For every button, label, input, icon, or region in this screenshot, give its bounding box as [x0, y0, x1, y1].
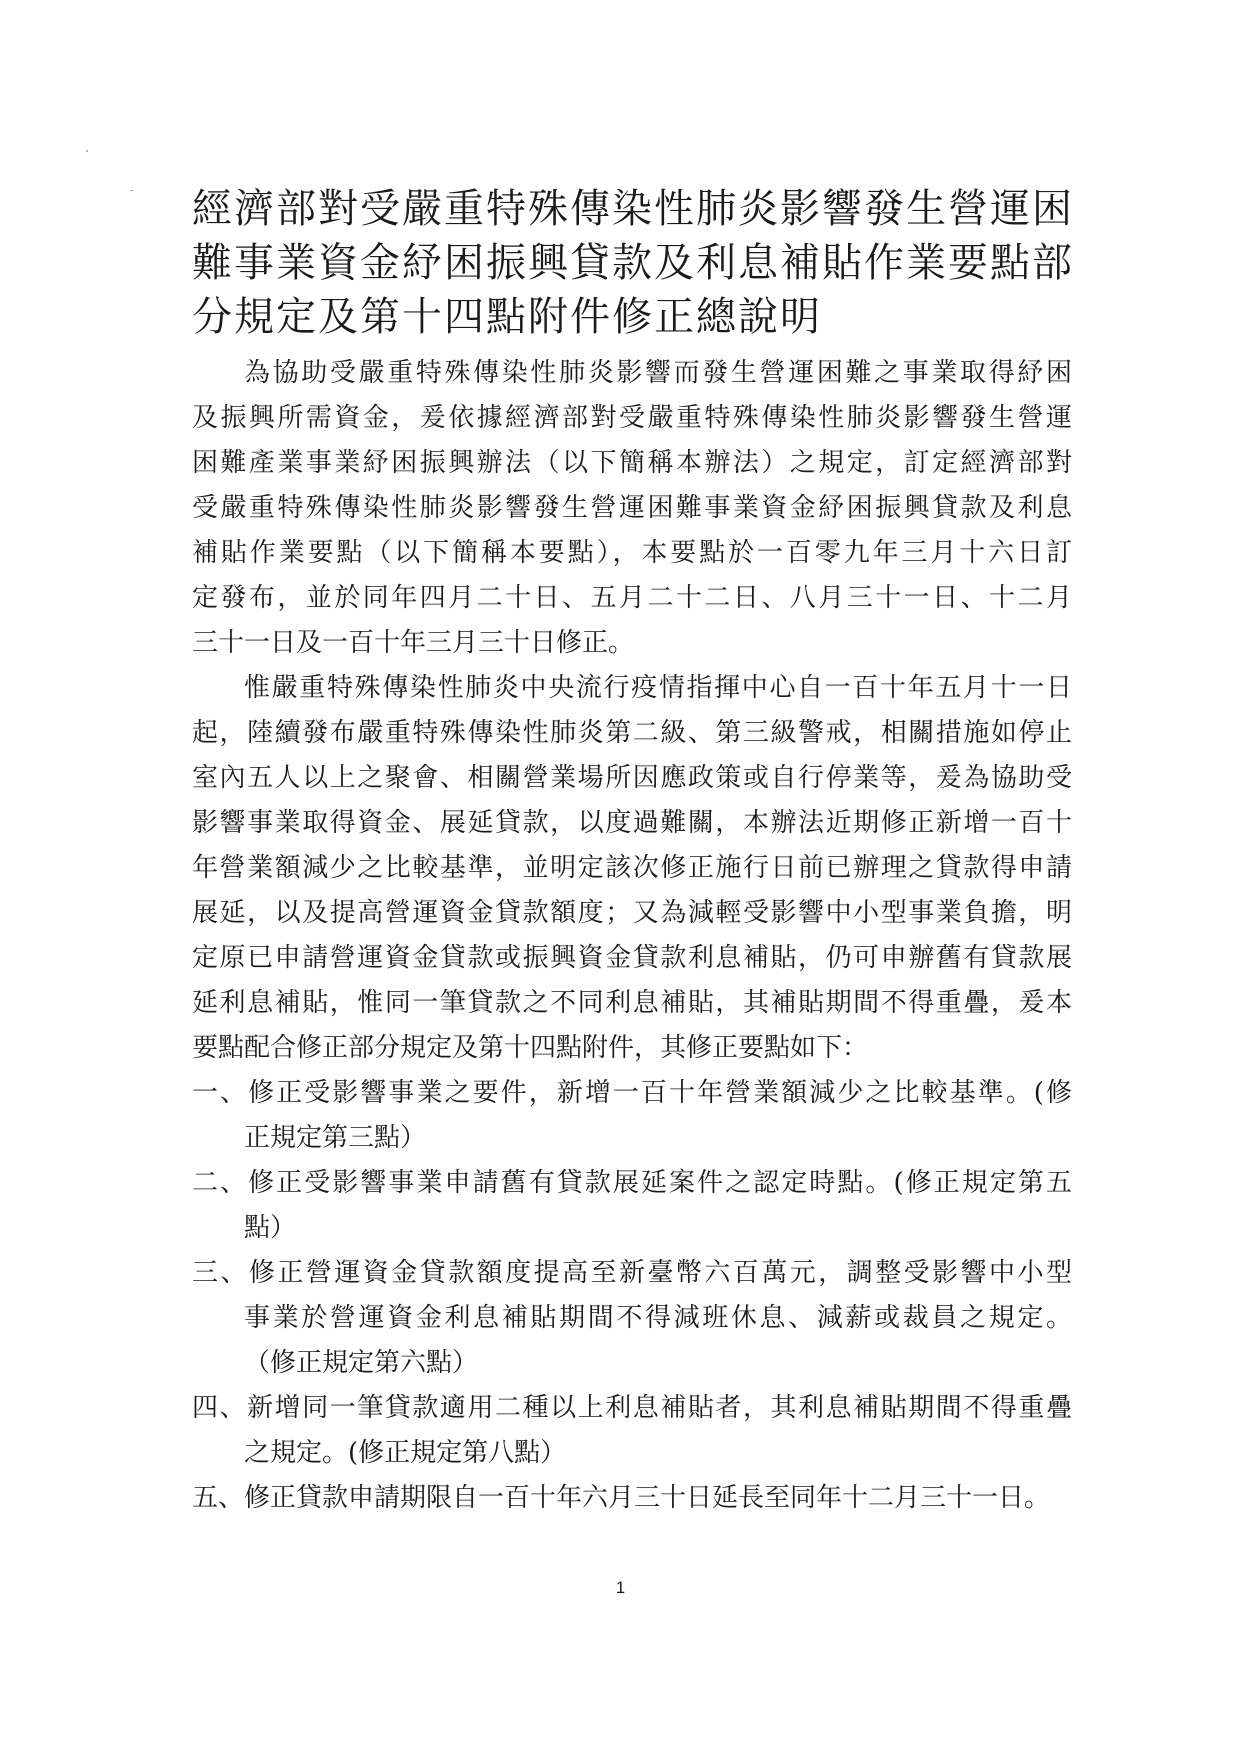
paragraph-line: 及振興所需資金，爰依據經濟部對受嚴重特殊傳染性肺炎影響發生營運	[192, 403, 1072, 433]
item-line: 三、修正營運資金貸款額度提高至新臺幣六百萬元，調整受影響中小型	[192, 1258, 1072, 1288]
item-line: 正規定第三點）	[244, 1123, 427, 1153]
document-body	[192, 351, 1072, 1521]
amendment-item-2	[192, 1161, 1072, 1251]
amendment-item-5	[192, 1476, 1072, 1521]
paragraph-line: 展延，以及提高營運資金貸款額度；又為減輕受影響中小型事業負擔，明	[192, 898, 1072, 928]
item-line: 四、新增同一筆貸款適用二種以上利息補貼者，其利息補貼期間不得重疊	[192, 1393, 1072, 1423]
paragraph-line: 影響事業取得資金、展延貸款，以度過難關，本辦法近期修正新增一百十	[192, 808, 1072, 838]
title-line: 經濟部對受嚴重特殊傳染性肺炎影響發生營運困	[192, 186, 1074, 232]
paragraph-line: 定原已申請營運資金貸款或振興資金貸款利息補貼，仍可申辦舊有貸款展	[192, 943, 1072, 973]
scan-speck	[130, 190, 133, 191]
paragraph-line: 要點配合修正部分規定及第十四點附件，其修正要點如下：	[192, 1033, 869, 1063]
item-line: 之規定。(修正規定第八點）	[244, 1438, 567, 1468]
amendment-item-3	[192, 1251, 1072, 1386]
paragraph-line: 受嚴重特殊傳染性肺炎影響發生營運困難事業資金紓困振興貸款及利息	[192, 493, 1072, 523]
document-title	[192, 182, 1072, 344]
background-paragraph	[192, 666, 1072, 1071]
title-line: 分規定及第十四點附件修正總說明	[192, 294, 822, 340]
paragraph-line: 補貼作業要點（以下簡稱本要點），本要點於一百零九年三月十六日訂	[192, 538, 1072, 568]
paragraph-line: 三十一日及一百十年三月三十日修正。	[192, 628, 635, 658]
paragraph-line: 延利息補貼，惟同一筆貸款之不同利息補貼，其補貼期間不得重疊，爰本	[192, 988, 1072, 1018]
page-number: 1	[615, 1578, 626, 1597]
amendment-item-1	[192, 1071, 1072, 1161]
item-line: 一、修正受影響事業之要件，新增一百十年營業額減少之比較基準。(修	[192, 1078, 1072, 1108]
item-line: 點）	[244, 1213, 297, 1243]
paragraph-line: 年營業額減少之比較基準，並明定該次修正施行日前已辦理之貸款得申請	[192, 853, 1072, 883]
paragraph-line: 定發布，並於同年四月二十日、五月二十二日、八月三十一日、十二月	[192, 583, 1072, 613]
item-line: 二、修正受影響事業申請舊有貸款展延案件之認定時點。(修正規定第五	[192, 1168, 1072, 1198]
title-line: 難事業資金紓困振興貸款及利息補貼作業要點部	[192, 240, 1074, 286]
paragraph-line: 惟嚴重特殊傳染性肺炎中央流行疫情指揮中心自一百十年五月十一日	[244, 673, 1072, 703]
paragraph-line: 為協助受嚴重特殊傳染性肺炎影響而發生營運困難之事業取得紓困	[244, 358, 1072, 388]
paragraph-line: 困難產業事業紓困振興辦法（以下簡稱本辦法）之規定，訂定經濟部對	[192, 448, 1072, 478]
scan-speck	[86, 150, 88, 152]
item-line: 事業於營運資金利息補貼期間不得減班休息、減薪或裁員之規定。	[244, 1303, 1072, 1333]
item-line: （修正規定第六點）	[244, 1348, 479, 1378]
paragraph-line: 室內五人以上之聚會、相關營業場所因應政策或自行停業等，爰為協助受	[192, 763, 1072, 793]
intro-paragraph	[192, 351, 1072, 666]
amendment-item-4	[192, 1386, 1072, 1476]
paragraph-line: 起，陸續發布嚴重特殊傳染性肺炎第二級、第三級警戒，相關措施如停止	[192, 718, 1072, 748]
item-line: 五、修正貸款申請期限自一百十年六月三十日延長至同年十二月三十一日。	[192, 1483, 1051, 1513]
